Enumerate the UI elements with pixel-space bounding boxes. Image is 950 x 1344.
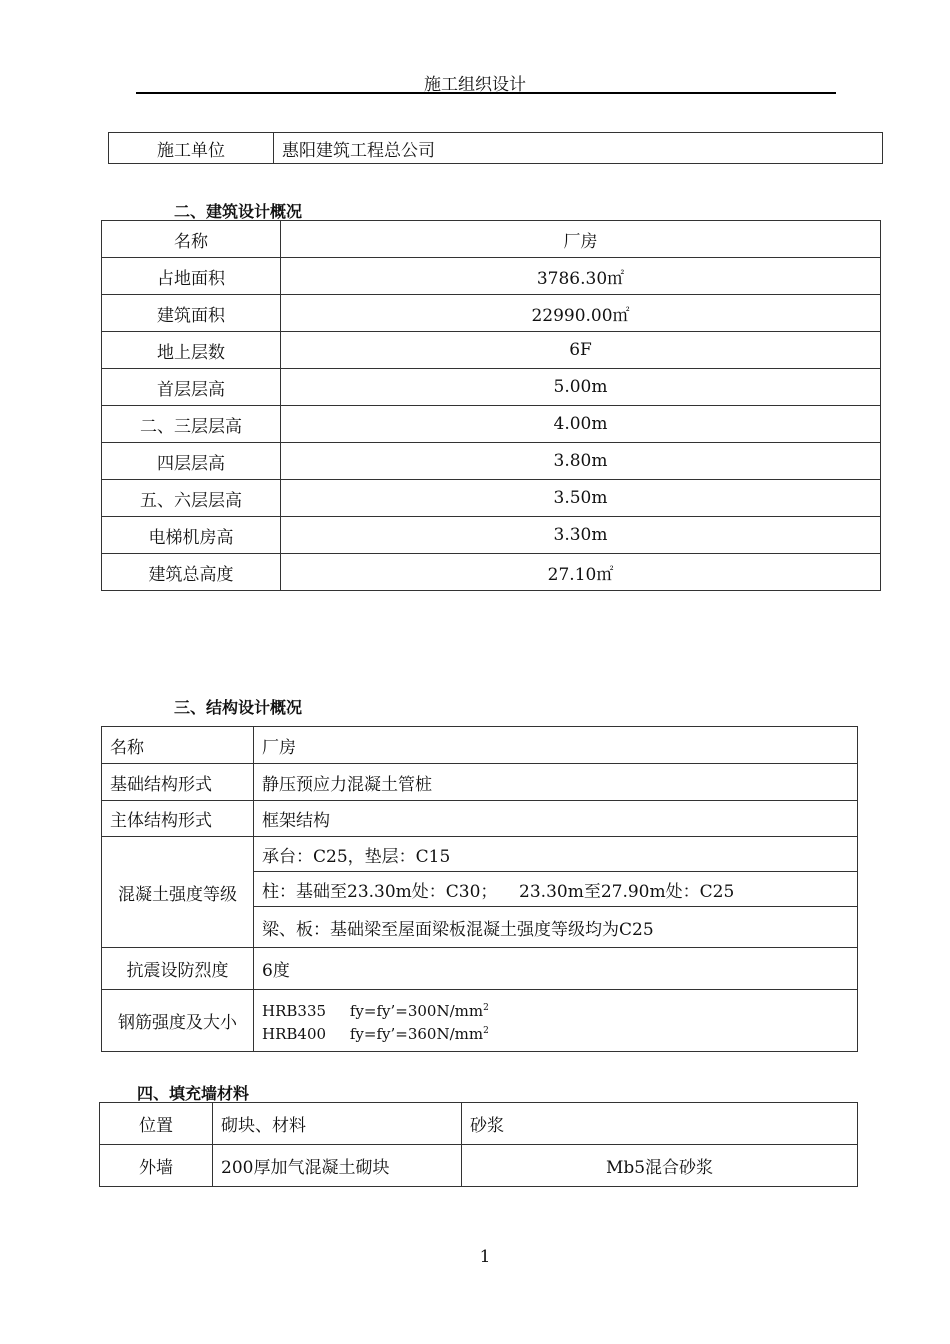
wall-position: 外墙 (100, 1145, 213, 1187)
col-header-mortar: 砂浆 (462, 1103, 858, 1145)
col-header-position: 位置 (100, 1103, 213, 1145)
concrete-line: 柱：基础至23.30m处：C30； 23.30m至27.90m处：C25 (254, 872, 858, 907)
table-row (102, 258, 881, 295)
seismic-label: 抗震设防烈度 (102, 948, 254, 990)
section4-heading: 四、填充墙材料 (137, 1084, 250, 1103)
page-header-title: 施工组织设计 (424, 75, 526, 95)
row-label: 名称 (102, 221, 281, 258)
row-label: 五、六层层高 (102, 480, 281, 517)
row-label: 占地面积 (102, 258, 281, 295)
section3-heading: 三、结构设计概况 (174, 698, 303, 717)
col-header-block: 砌块、材料 (213, 1103, 462, 1145)
section2-heading: 二、建筑设计概况 (174, 202, 303, 221)
steel-spec-exponent: 2 (483, 1002, 489, 1013)
steel-line (262, 998, 849, 1021)
concrete-grade-label: 混凝土强度等级 (102, 837, 254, 948)
steel-spec: fy=fy’=360N/mm (349, 1024, 484, 1043)
row-label: 四层层高 (102, 443, 281, 480)
main-structure-value: 框架结构 (254, 801, 858, 837)
row-label: 首层层高 (102, 369, 281, 406)
row-value: 厂房 (281, 221, 881, 258)
concrete-line: 承台：C25，垫层：C15 (254, 837, 858, 872)
unit-table (108, 132, 883, 164)
table-row (102, 369, 881, 406)
row-label: 建筑面积 (102, 295, 281, 332)
table-row (102, 517, 881, 554)
main-structure-label: 主体结构形式 (102, 801, 254, 837)
row-value: 3.30m (281, 517, 881, 554)
row-label: 地上层数 (102, 332, 281, 369)
row-value: 5.00m (281, 369, 881, 406)
concrete-line: 梁、板：基础梁至屋面梁板混凝土强度等级均为C25 (254, 907, 858, 948)
page-number: 1 (479, 1247, 491, 1267)
wall-block: 200厚加气混凝土砌块 (213, 1145, 462, 1187)
steel-spec-exponent: 2 (483, 1025, 489, 1036)
table-row (102, 554, 881, 591)
steel-grade: HRB400 (262, 1024, 327, 1043)
row-value: 22990.00㎡ (281, 295, 881, 332)
row-value: 3.80m (281, 443, 881, 480)
table-row (102, 332, 881, 369)
row-label: 二、三层层高 (102, 406, 281, 443)
seismic-value: 6度 (254, 948, 858, 990)
row-label: 建筑总高度 (102, 554, 281, 591)
steel-spec: fy=fy’=300N/mm (349, 1001, 484, 1020)
foundation-label: 基础结构形式 (102, 764, 254, 801)
steel-spec-cell (254, 990, 858, 1052)
row-value: 27.10㎡ (281, 554, 881, 591)
foundation-value: 静压预应力混凝土管桩 (254, 764, 858, 801)
table-row (102, 443, 881, 480)
header-divider (136, 92, 836, 94)
infill-wall-table (99, 1102, 858, 1187)
row-value: 4.00m (281, 406, 881, 443)
row-value: 3.50m (281, 480, 881, 517)
building-overview-table (101, 220, 881, 591)
row-label: 电梯机房高 (102, 517, 281, 554)
steel-grade: HRB335 (262, 1001, 327, 1020)
table-row (102, 295, 881, 332)
unit-label: 施工单位 (109, 133, 274, 164)
table-row (102, 221, 881, 258)
row-value: 6F (281, 332, 881, 369)
unit-value: 惠阳建筑工程总公司 (274, 133, 883, 164)
row-value: 3786.30㎡ (281, 258, 881, 295)
steel-label: 钢筋强度及大小 (102, 990, 254, 1052)
table-row (102, 406, 881, 443)
structure-name-label: 名称 (102, 727, 254, 764)
wall-mortar: Mb5混合砂浆 (462, 1145, 858, 1187)
steel-line (262, 1021, 849, 1044)
structure-name-value: 厂房 (254, 727, 858, 764)
table-row (102, 480, 881, 517)
structure-overview-table (101, 726, 858, 1052)
